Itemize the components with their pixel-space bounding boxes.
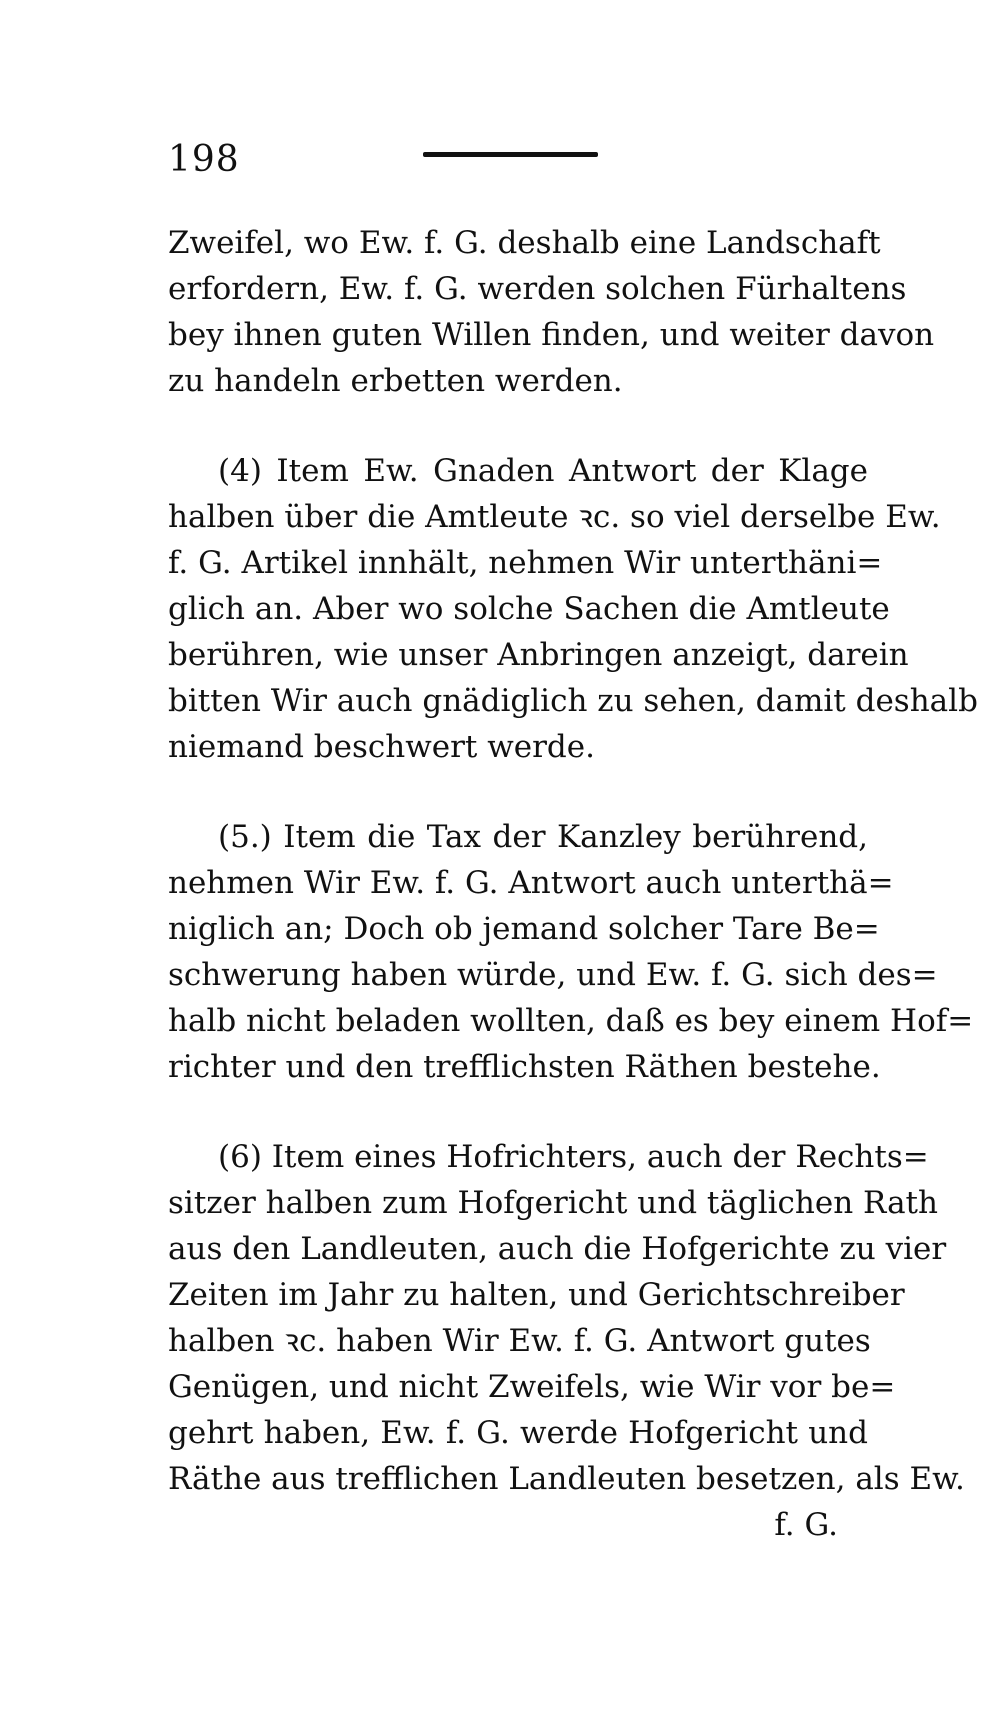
text-line: halben ꝛc. haben Wir Ew. f. G. Antwort gutes <box>168 1323 871 1359</box>
text-line: bey ihnen guten Willen finden, und weiter davon <box>168 317 935 353</box>
text-line: niglich an; Doch ob jemand solcher Tare Be= <box>168 911 880 947</box>
text-line: (5.) Item die Tax der Kanzley berührend, <box>218 819 868 855</box>
text-line: erfordern, Ew. f. G. werden solchen Fürhaltens <box>168 271 907 307</box>
catchword: f. G. <box>774 1507 838 1543</box>
paragraph-2 <box>168 448 978 770</box>
text-line: niemand beschwert werde. <box>168 729 595 765</box>
text-line: Genügen, und nicht Zweifels, wie Wir vor be= <box>168 1369 896 1405</box>
text-line: berühren, wie unser Anbringen anzeigt, darein <box>168 637 909 673</box>
text-line: richter und den trefflichsten Räthen bestehe. <box>168 1049 881 1085</box>
text-line: (4) Item Ew. Gnaden Antwort der Klage <box>218 453 868 489</box>
text-line: sitzer halben zum Hofgericht und täglichen Rath <box>168 1185 938 1221</box>
text-line: Zeiten im Jahr zu halten, und Gerichtschreiber <box>168 1277 905 1313</box>
paragraph-4 <box>168 1134 965 1502</box>
text-line: halb nicht beladen wollten, daß es bey einem Hof= <box>168 1003 974 1039</box>
text-line: aus den Landleuten, auch die Hofgerichte zu vier <box>168 1231 947 1267</box>
page-header <box>168 140 608 190</box>
text-line: halben über die Amtleute ꝛc. so viel derselbe Ew. <box>168 499 941 535</box>
text-line: gehrt haben, Ew. f. G. werde Hofgericht und <box>168 1415 868 1451</box>
text-line: (6) Item eines Hofrichters, auch der Rechts= <box>218 1139 929 1175</box>
text-line: Zweifel, wo Ew. f. G. deshalb eine Landschaft <box>168 225 881 261</box>
text-line: schwerung haben würde, und Ew. f. G. sich des= <box>168 957 938 993</box>
text-line: zu handeln erbetten werden. <box>168 363 623 399</box>
text-line: f. G. Artikel innhält, nehmen Wir unterthäni= <box>168 545 883 581</box>
paragraph-3 <box>168 814 974 1090</box>
paragraph-1 <box>168 220 935 404</box>
header-rule <box>423 152 598 157</box>
body-text <box>168 220 978 1548</box>
text-line: Räthe aus trefflichen Landleuten besetzen, als Ew. <box>168 1461 965 1497</box>
text-line: glich an. Aber wo solche Sachen die Amtleute <box>168 591 890 627</box>
text-line: nehmen Wir Ew. f. G. Antwort auch unterthä= <box>168 865 894 901</box>
text-line: bitten Wir auch gnädiglich zu sehen, damit deshalb <box>168 683 978 719</box>
page-number: 198 <box>168 139 240 180</box>
